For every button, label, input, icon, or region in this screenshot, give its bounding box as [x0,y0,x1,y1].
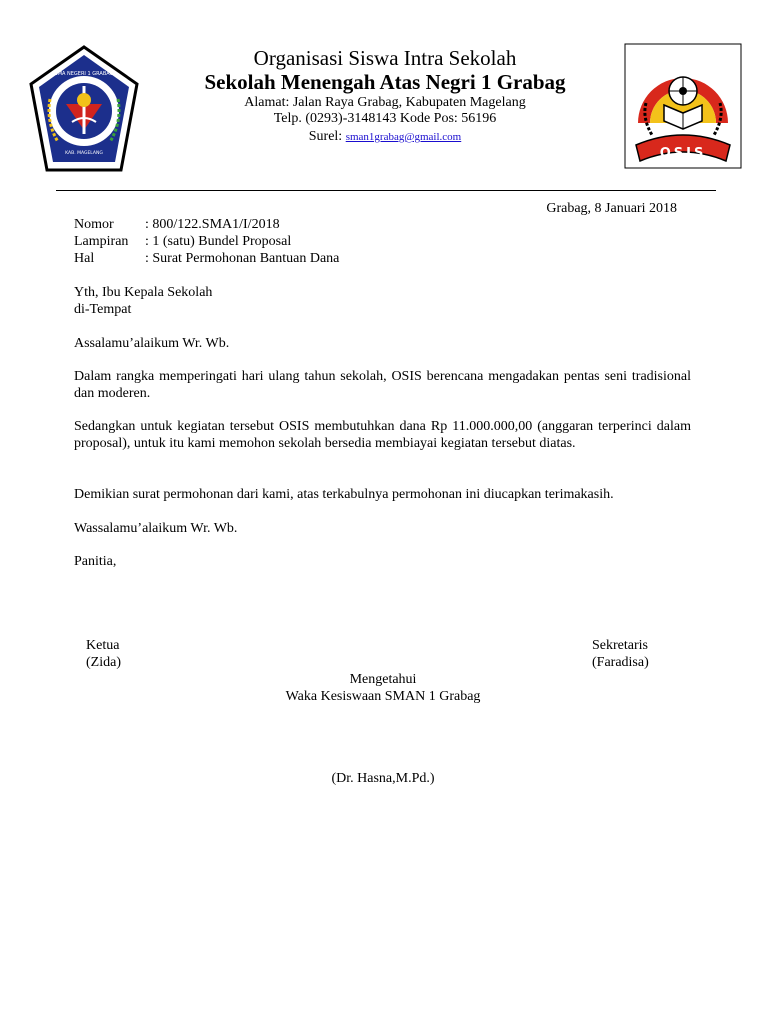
letter-date: Grabag, 8 Januari 2018 [546,201,677,216]
signature-left-title: Ketua [86,638,120,653]
approval-label: Mengetahui [349,672,417,687]
school-logo [28,44,140,174]
meta-label-number: Nomor [74,217,114,232]
signature-right-title: Sekretaris [592,638,648,653]
signature-left-name: (Zida) [86,655,121,670]
recipient-location: di-Tempat [74,302,132,317]
school-logo-text-bottom: KAB. MAGELANG [65,151,103,156]
meta-value-attachment: : 1 (satu) Bundel Proposal [145,234,292,249]
email-line [150,129,620,145]
meta-label-subject: Hal [74,251,95,266]
body-paragraph: Demikian surat permohonan dari kami, atas terkabulnya permohonan ini diucapkan terimakasih. [74,487,614,502]
phone-line: Telp. (0293)-3148143 Kode Pos: 56196 [273,111,497,126]
osis-logo-text: OSIS [659,146,707,161]
body-paragraph: Dalam rangka memperingati hari ulang tahun sekolah, OSIS berencana mengadakan pentas seni tradisional dan moderen. [74,369,691,401]
email-label: Surel: [308,129,346,144]
org-title: Organisasi Siswa Intra Sekolah [253,46,517,70]
closing: Wassalamu’alaikum Wr. Wb. [74,521,238,536]
signature-right-name: (Faradisa) [592,655,649,670]
committee-label: Panitia, [74,554,117,569]
recipient-line: Yth, Ibu Kepala Sekolah [74,285,213,300]
school-logo-text-top: SMA NEGERI 1 GRABAG [54,71,114,77]
meta-label-attachment: Lampiran [74,234,129,249]
school-title: Sekolah Menengah Atas Negri 1 Grabag [204,70,566,94]
letterhead-divider [56,190,716,191]
osis-logo [624,43,742,169]
meta-value-subject: : Surat Permohonan Bantuan Dana [145,251,340,266]
meta-value-number: : 800/122.SMA1/I/2018 [145,217,280,232]
greeting: Assalamu’alaikum Wr. Wb. [74,336,230,351]
email-link[interactable]: sman1grabag@gmail.com [345,131,462,143]
approval-position: Waka Kesiswaan SMAN 1 Grabag [285,689,481,704]
body-paragraph: Sedangkan untuk kegiatan tersebut OSIS membutuhkan dana Rp 11.000.000,00 (anggaran terperinci dalam proposal), untuk itu kami memohon sekolah bersedia membiayai kegiatan tersebut diatas. [74,419,691,451]
approver-name: (Dr. Hasna,M.Pd.) [331,771,435,786]
address-line: Alamat: Jalan Raya Grabag, Kabupaten Magelang [244,95,526,110]
